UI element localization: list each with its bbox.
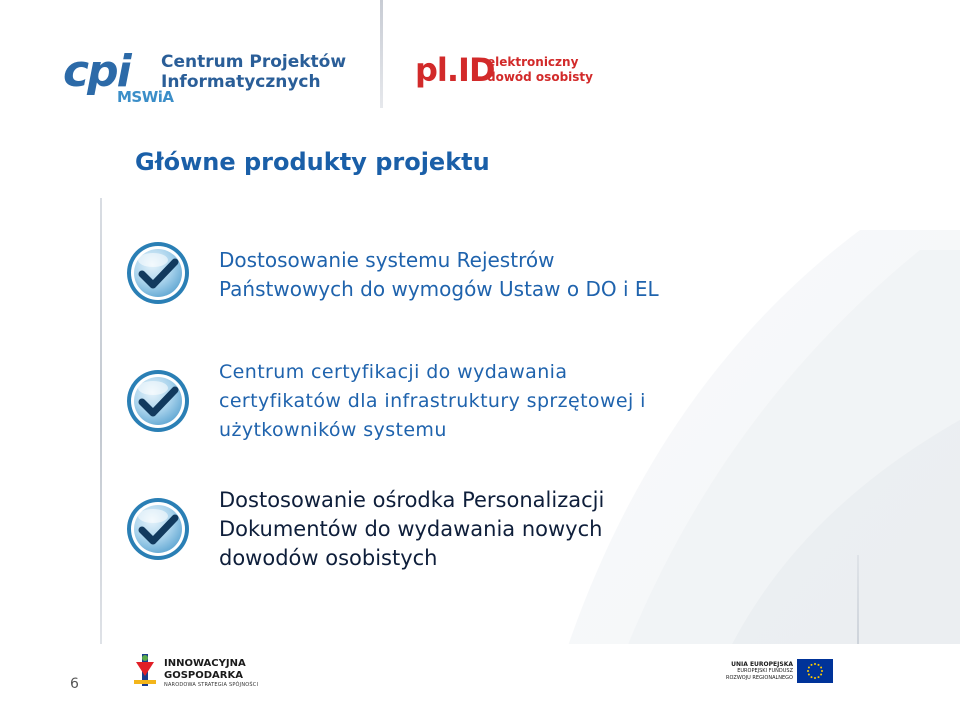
eu-logo-text xyxy=(726,661,793,682)
checkmark-icon xyxy=(125,368,191,434)
eu-logo-line2: EUROPEJSKI FUNDUSZ xyxy=(737,668,793,674)
product-item-line: Dostosowanie ośrodka Personalizacji xyxy=(219,488,605,512)
plid-logo xyxy=(415,52,615,92)
header-divider xyxy=(380,0,383,108)
product-item-line: Centrum certyfikacji do wydawania xyxy=(219,361,568,383)
product-item-text xyxy=(219,358,819,445)
product-item-line: dowodów osobistych xyxy=(219,546,438,570)
product-item-text xyxy=(219,246,819,304)
cpi-logo-name-line2: Informatycznych xyxy=(161,72,321,92)
eu-logo-line1: UNIA EUROPEJSKA xyxy=(731,661,793,668)
product-item-text xyxy=(219,486,819,573)
ig-logo-small-text: NARODOWA STRATEGIA SPÓJNOŚCI xyxy=(164,682,259,688)
page-title: Główne produkty projektu xyxy=(135,148,490,176)
product-item-line: Państwowych do wymogów Ustaw o DO i EL xyxy=(219,277,659,301)
cpi-logo-name-line1: Centrum Projektów xyxy=(161,52,347,72)
checkmark-icon xyxy=(125,240,191,306)
left-vertical-rule xyxy=(100,198,102,644)
product-item-line: certyfikatów dla infrastruktury sprzętowej i xyxy=(219,390,646,412)
cpi-logo-subtitle: MSWiA xyxy=(117,88,174,106)
ig-logo-mark-icon xyxy=(132,652,158,688)
innowacyjna-gospodarka-logo xyxy=(132,652,272,692)
product-item-line: użytkowników systemu xyxy=(219,419,447,441)
ig-logo-line1: INNOWACYJNA xyxy=(164,658,246,669)
product-item-line: Dostosowanie systemu Rejestrów xyxy=(219,248,555,272)
plid-logo-line1: elektroniczny xyxy=(487,55,579,69)
ig-logo-text xyxy=(164,658,246,682)
product-item-line: Dokumentów do wydawania nowych xyxy=(219,517,603,541)
plid-logo-text xyxy=(487,55,593,85)
checkmark-icon xyxy=(125,496,191,562)
plid-logo-mark: pl.ID xyxy=(415,51,495,89)
eu-flag-icon xyxy=(797,659,833,683)
plid-logo-line2: dowód osobisty xyxy=(487,70,593,84)
cpi-logo-name xyxy=(161,52,346,92)
eu-logo-line3: ROZWOJU REGIONALNEGO xyxy=(725,675,793,681)
ig-logo-line2: GOSPODARKA xyxy=(164,670,243,681)
cpi-logo xyxy=(63,46,353,110)
page-number: 6 xyxy=(70,676,79,692)
cpi-logo-mark: cpi xyxy=(63,46,130,97)
eu-logo xyxy=(725,659,833,685)
